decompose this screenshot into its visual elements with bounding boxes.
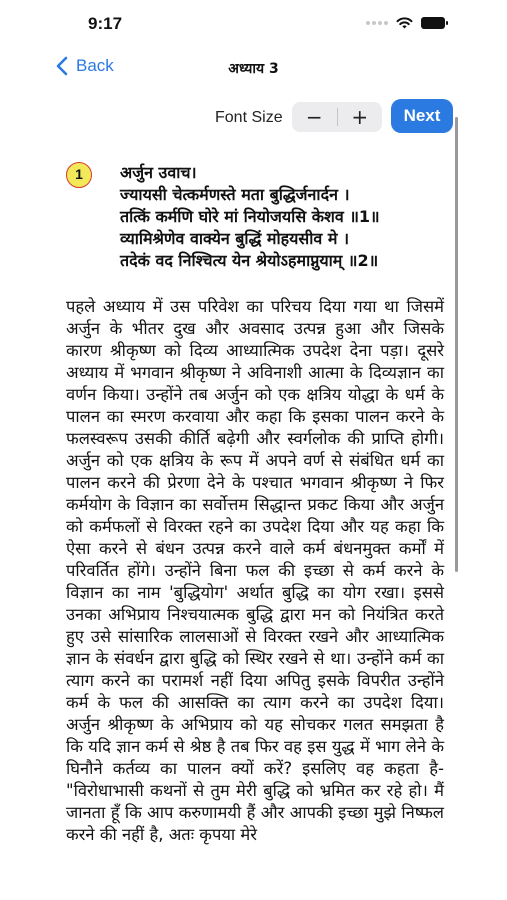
back-button-label: Back xyxy=(76,56,114,75)
verse-line: तत्किं कर्मणि घोरे मां नियोजयसि केशव ॥1॥ xyxy=(120,207,380,226)
status-icons xyxy=(366,16,445,29)
verse-line: ज्यायसी चेत्कर्मणस्ते मता बुद्धिर्जनार्दन । xyxy=(120,185,350,204)
font-size-label: Font Size xyxy=(215,109,283,126)
next-button[interactable]: Next xyxy=(391,99,453,133)
commentary-text: पहले अध्याय में उस परिवेश का परिचय दिया गया था जिसमें अर्जुन के भीतर दुख और अवसाद उत्पन्न हुआ और जिसके कारण श्रीकृष्ण को दिव्य आध्यात्मिक उपदेश देना पड़ा। दूसरे अध्याय में भगवान श्रीकृष्ण ने अविनाशी आत्मा के दिव्यज्ञान का वर्णन किया। उन्होंने तब अर्जुन को एक क्षत्रिय योद्धा के धर्म के पालन का स्मरण करवाया और कहा कि इसका पालन करने के फलस्वरूप उसकी कीर्ति बढ़ेगी और स्वर्गलोक की प्राप्ति होगी। अर्जुन को एक क्षत्रिय के रूप में अपने वर्ण से संबंधित धर्म का पालन करने की प्रेरणा देने के पश्चात भगवान श्रीकृष्ण ने फिर कर्मयोग के विज्ञान का सर्वोत्तम सिद्धान्त प्रकट किया और अर्जुन को कर्मफलों से विरक्त रहने का उपदेश दिया और यह कहा कि ऐसा करने से बंधन उत्पन्न करने वाले कर्म बंधनमुक्त कर्मों में परिवर्तित होंगे। उन्होंने बिना फल की इच्छा से कर्म करने के विज्ञान का नाम 'बुद्धियोग' अर्थात बुद्धि का योग रखा। इससे उनका अभिप्राय निश्चयात्मक बुद्धि द्वारा मन को नियंत्रित करते हुए उसे सांसारिक लालसाओं से विरक्त रखने और आध्यात्मिक ज्ञान के संवर्धन द्वारा बुद्धि को स्थिर रखने से था। उन्होंने कर्म का त्याग करने का परामर्श नहीं दिया अपितु इसके विपरीत उन्होंने कर्म के फल की आसक्ति का त्याग करने का उपदेश दिया। अर्जुन श्रीकृष्ण के अभिप्राय को यह सोचकर गलत समझता है कि यदि ज्ञान कर्म से श्रेष्ठ है तब फिर वह इस युद्ध में भाग लेने के घिनौने कर्तव्य का पालन क्यों करें? इसलिए वह कहता है-"विरोधाभासी कथनों से तुम मेरी बुद्धि को भ्रमित कर रहे हो। मैं जानता हूँ कि आप करुणामयी हैं और आपकी इच्छा मुझे निष्फल करने की नहीं है, अतः कृपया मेरे xyxy=(66,297,444,844)
font-decrease-button[interactable]: − xyxy=(305,105,323,129)
battery-icon xyxy=(421,17,445,29)
verse-text xyxy=(120,162,450,272)
verse-line: अर्जुन उवाच। xyxy=(120,163,197,182)
scrollbar[interactable] xyxy=(455,117,458,572)
verse-line: व्यामिश्रेणेव वाक्येन बुद्धिं मोहयसीव मे । xyxy=(120,229,350,248)
status-time: 9:17 xyxy=(88,14,123,33)
cellular-signal-icon xyxy=(366,21,388,25)
status-bar xyxy=(0,0,507,48)
verse-number-badge: 1 xyxy=(66,162,92,188)
font-size-stepper xyxy=(292,102,382,132)
page-title: अध्याय 3 xyxy=(228,61,279,77)
navigation-bar xyxy=(0,52,507,88)
verse-line: तदेकं वद निश्चित्य येन श्रेयोऽहमाप्नुयाम् ॥2॥ xyxy=(120,251,379,270)
font-increase-button[interactable]: + xyxy=(351,105,369,129)
reader-toolbar xyxy=(0,98,507,138)
wifi-icon xyxy=(396,16,413,29)
